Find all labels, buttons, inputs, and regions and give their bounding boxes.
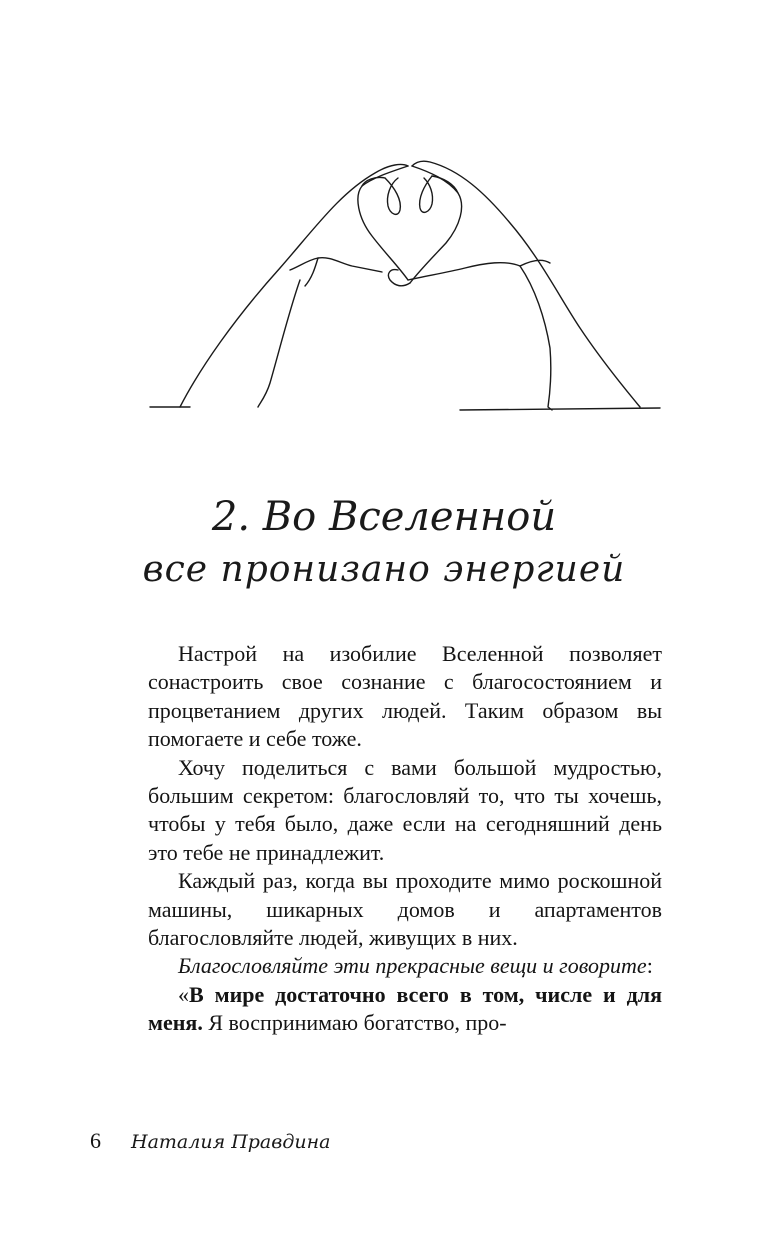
heart-hands-illustration <box>140 148 670 418</box>
paragraph-italic <box>148 952 662 980</box>
italic-text: Благословляйте эти прекрасные вещи и говорите <box>178 953 647 979</box>
heart-hands-icon <box>140 148 670 418</box>
quote-regular-text: Я воспринимаю богатство, про- <box>202 1010 507 1036</box>
chapter-title-line-2: все пронизано энергией <box>142 549 626 590</box>
quote-bold-text: В мире достаточно всего в том, числе и для меня. <box>148 981 662 1036</box>
body-text <box>148 640 662 1038</box>
paragraph: Каждый раз, когда вы проходите мимо роскошной машины, шикарных домов и апартаментов благословляйте людей, живущих в них. <box>148 868 662 951</box>
page-number: 6 <box>90 1128 101 1153</box>
quote-open-mark: « <box>178 981 189 1007</box>
paragraph-suffix: : <box>646 953 653 979</box>
paragraph: Настрой на изобилие Вселенной позволяет сонастроить свое сознание с благосостоянием и процветанием других людей. Таким образом вы помогаете и себе тоже. <box>148 641 662 752</box>
paragraph: Хочу поделиться с вами большой мудростью, большим секретом: благословляй то, что ты хочешь, чтобы у тебя было, даже если на сегодняшний день это тебе не принадлежит. <box>148 754 662 865</box>
quote-paragraph <box>148 981 662 1038</box>
chapter-title <box>120 490 648 596</box>
chapter-title-line-1: 2. Во Вселенной <box>211 494 557 540</box>
page-footer <box>90 1128 330 1162</box>
running-author: Наталия Правдина <box>131 1131 331 1153</box>
